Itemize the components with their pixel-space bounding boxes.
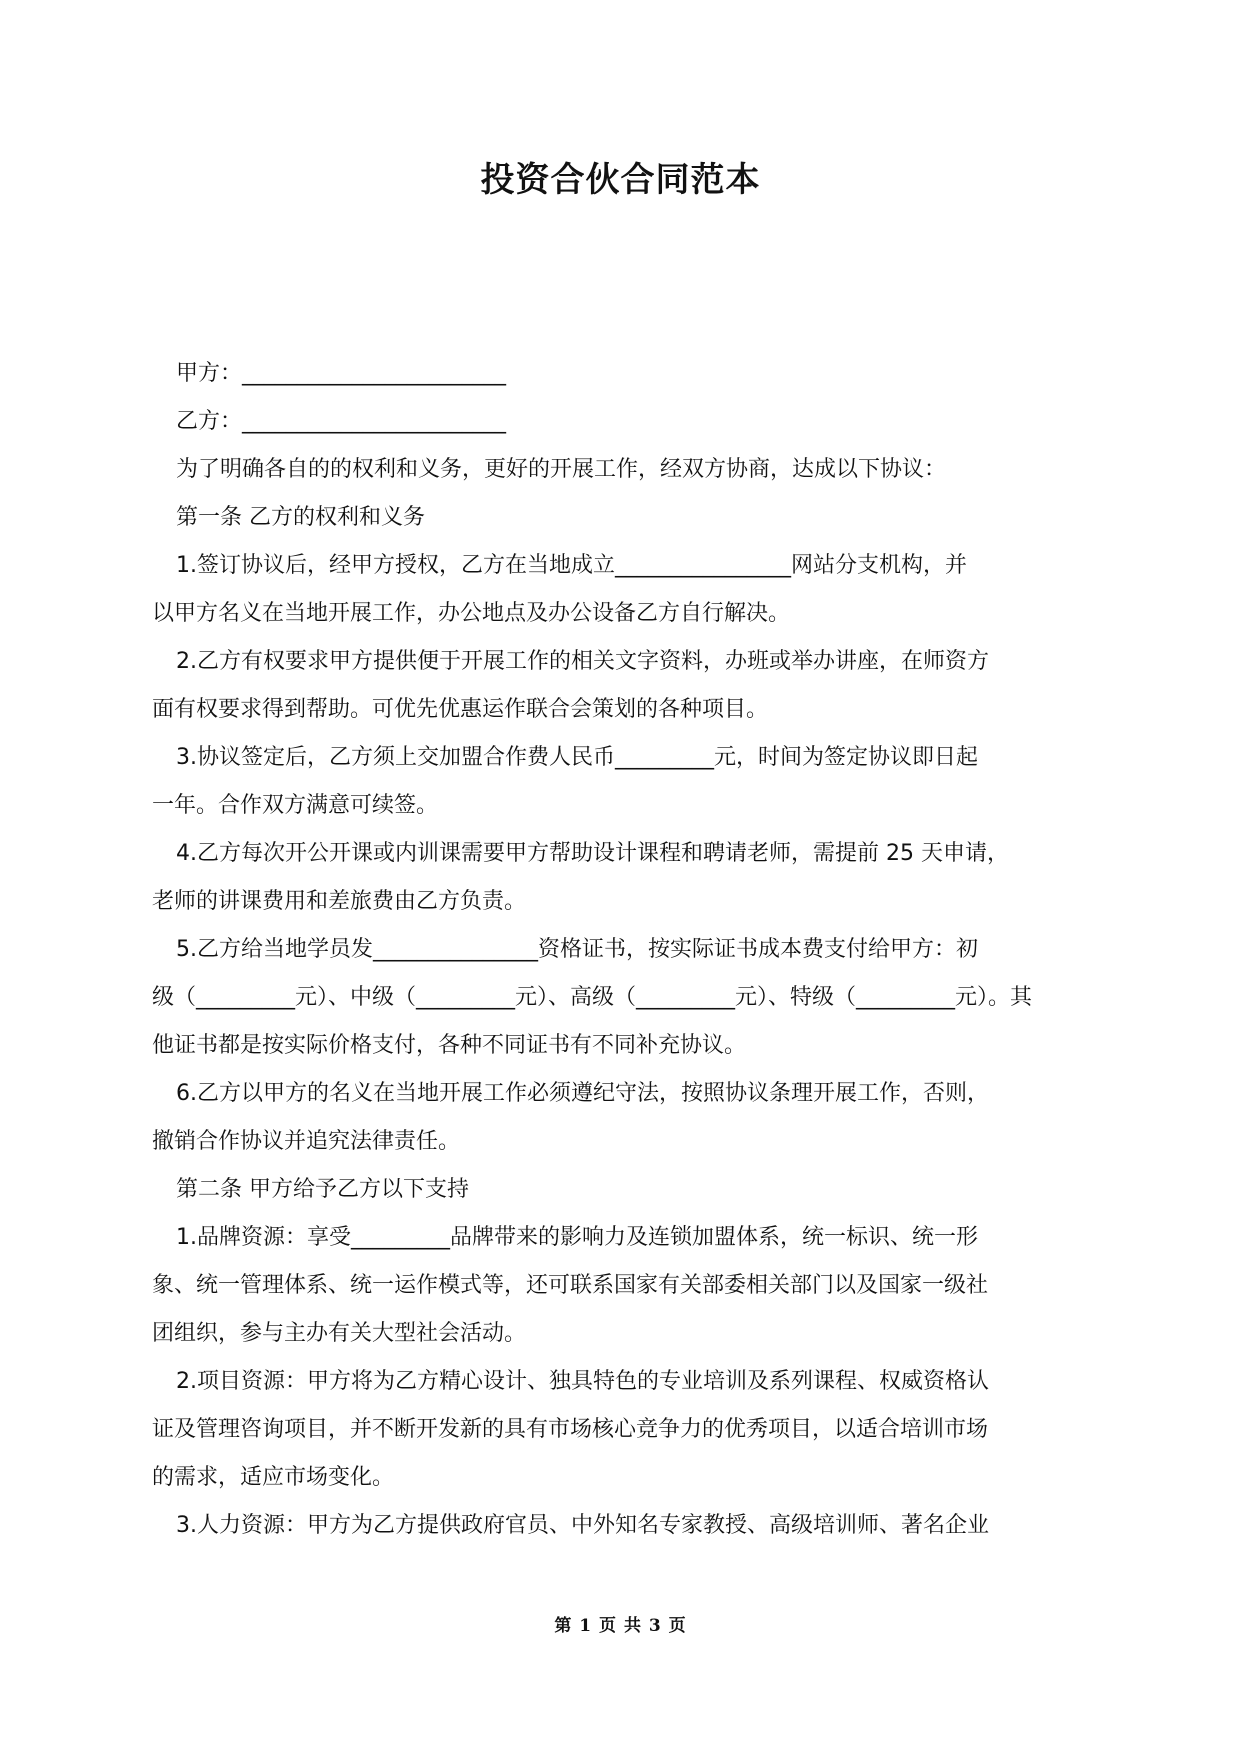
text-line: 3.人力资源：甲方为乙方提供政府官员、中外知名专家教授、高级培训师、著名企业 (176, 1513, 989, 1538)
text-line: 一年。合作双方满意可续签。 (152, 793, 439, 818)
text-line: 撤销合作协议并追究法律责任。 (152, 1129, 461, 1154)
text-line: 象、统一管理体系、统一运作模式等，还可联系国家有关部委相关部门以及国家一级社 (152, 1273, 989, 1298)
document-body (152, 350, 1088, 1550)
text-line: 为了明确各自的的权利和义务，更好的开展工作，经双方协商，达成以下协议： (176, 457, 947, 482)
text-line: 面有权要求得到帮助。可优先优惠运作联合会策划的各种项目。 (152, 697, 769, 722)
text-line: 2.项目资源：甲方将为乙方精心设计、独具特色的专业培训及系列课程、权威资格认 (176, 1369, 989, 1394)
text-line: 团组织，参与主办有关大型社会活动。 (152, 1321, 527, 1346)
text-line: 甲方：________________________ (176, 361, 507, 386)
text-line: 5.乙方给当地学员发_______________资格证书，按实际证书成本费支付给甲方：初 (176, 937, 978, 962)
text-line: 2.乙方有权要求甲方提供便于开展工作的相关文字资料，办班或举办讲座，在师资方 (176, 649, 989, 674)
text-line: 证及管理咨询项目，并不断开发新的具有市场核心竞争力的优秀项目，以适合培训市场 (152, 1417, 989, 1442)
section-heading: 第二条 甲方给予乙方以下支持 (176, 1177, 469, 1202)
text-line: 6.乙方以甲方的名义在当地开展工作必须遵纪守法，按照协议条理开展工作，否则， (176, 1081, 989, 1106)
text-line: 3.协议签定后，乙方须上交加盟合作费人民币_________元，时间为签定协议即日起 (176, 745, 978, 770)
text-line: 以甲方名义在当地开展工作，办公地点及办公设备乙方自行解决。 (152, 601, 791, 626)
page-footer: 第 1 页 共 3 页 (554, 1616, 687, 1636)
document-title: 投资合伙合同范本 (480, 160, 761, 200)
text-line: 乙方：________________________ (176, 409, 507, 434)
text-line: 级（_________元）、中级（_________元）、高级（_________元）、特级（_________元）。其 (152, 985, 1033, 1010)
text-line: 的需求，适应市场变化。 (152, 1465, 395, 1490)
section-heading: 第一条 乙方的权利和义务 (176, 505, 425, 530)
text-line: 他证书都是按实际价格支付，各种不同证书有不同补充协议。 (152, 1033, 747, 1058)
text-line: 1.签订协议后，经甲方授权，乙方在当地成立________________网站分支机构，并 (176, 553, 967, 578)
text-line: 1.品牌资源：享受_________品牌带来的影响力及连锁加盟体系，统一标识、统一形 (176, 1225, 978, 1250)
text-line: 4.乙方每次开公开课或内训课需要甲方帮助设计课程和聘请老师，需提前 25 天申请， (176, 841, 1009, 866)
text-line: 老师的讲课费用和差旅费由乙方负责。 (152, 889, 527, 914)
